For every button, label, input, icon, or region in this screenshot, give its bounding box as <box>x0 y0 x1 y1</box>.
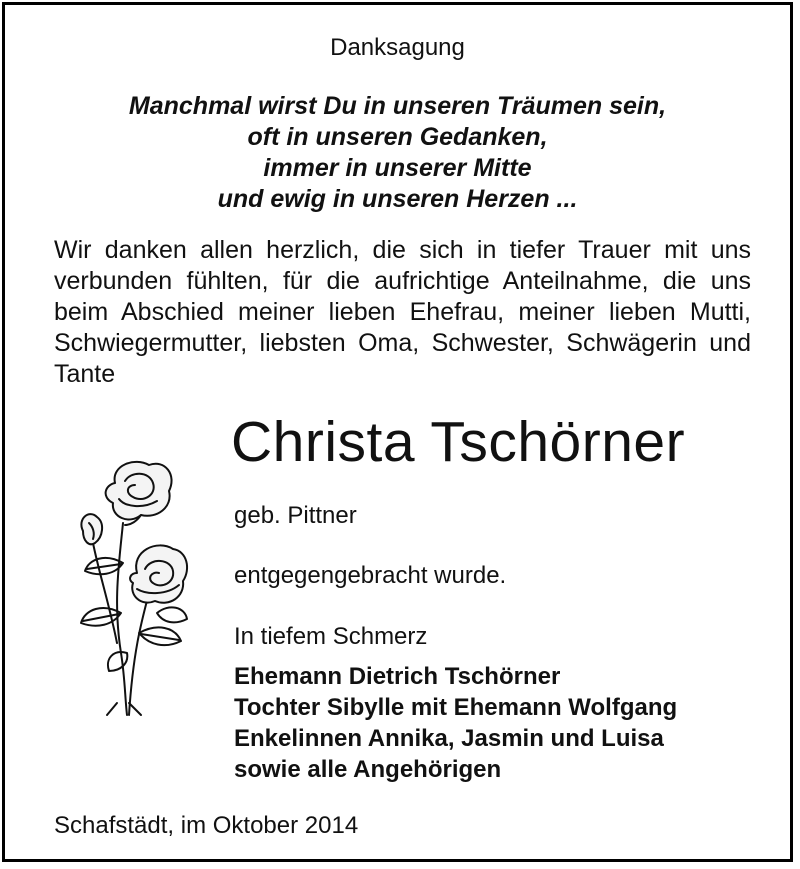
place-date: Schafstädt, im Oktober 2014 <box>54 812 359 839</box>
family-list <box>234 661 677 785</box>
rose-icon <box>53 453 191 721</box>
birth-name: geb. Pittner <box>234 502 357 529</box>
notice-heading: Danksagung <box>330 34 465 61</box>
family-member: Enkelinnen Annika, Jasmin und Luisa <box>234 725 664 752</box>
poem-line: Manchmal wirst Du in unseren Träumen sein, <box>128 92 667 120</box>
family-member: Tochter Sibylle mit Ehemann Wolfgang <box>234 694 678 721</box>
obituary-notice <box>2 2 793 862</box>
poem-line: und ewig in unseren Herzen ... <box>217 185 578 213</box>
grief-line: In tiefem Schmerz <box>234 623 428 650</box>
poem-line: oft in unseren Gedanken, <box>247 123 548 151</box>
thanks-paragraph: Wir danken allen herzlich, die sich in tiefer Trauer mit uns verbunden fühlten, für die aufrichtige Anteilnahme, die uns beim Abschied meiner lieben Ehefrau, meiner lieben Mutti, Schwiegermutter, liebsten Oma, Schwester, Schwägerin und Tante <box>54 236 751 388</box>
deceased-name: Christa Tschörner <box>231 410 686 474</box>
family-member: sowie alle Angehörigen <box>234 756 502 783</box>
family-member: Ehemann Dietrich Tschörner <box>234 663 561 690</box>
poem-line: immer in unserer Mitte <box>263 154 532 182</box>
poem <box>5 91 790 215</box>
received-text: entgegengebracht wurde. <box>234 562 507 589</box>
